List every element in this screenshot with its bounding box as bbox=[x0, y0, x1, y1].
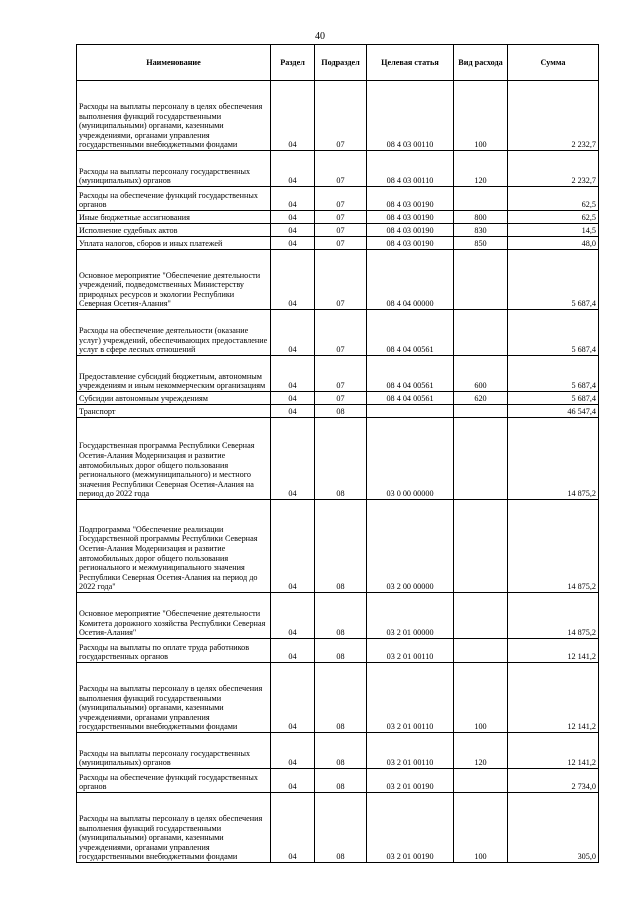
row-target: 08 4 04 00561 bbox=[367, 392, 454, 405]
row-target: 08 4 03 00190 bbox=[367, 187, 454, 211]
table-row bbox=[77, 151, 599, 187]
header-sum: Сумма bbox=[508, 45, 599, 81]
row-type: 100 bbox=[454, 793, 508, 863]
row-sum: 5 687,4 bbox=[508, 310, 599, 356]
row-target: 08 4 03 00190 bbox=[367, 224, 454, 237]
row-section: 04 bbox=[271, 500, 315, 593]
row-section: 04 bbox=[271, 418, 315, 500]
row-sum: 2 232,7 bbox=[508, 151, 599, 187]
row-target: 08 4 04 00561 bbox=[367, 356, 454, 392]
row-subsection: 08 bbox=[315, 405, 367, 418]
row-type bbox=[454, 593, 508, 639]
table-row bbox=[77, 356, 599, 392]
row-type: 120 bbox=[454, 151, 508, 187]
row-subsection: 07 bbox=[315, 81, 367, 151]
row-subsection: 08 bbox=[315, 593, 367, 639]
row-subsection: 07 bbox=[315, 237, 367, 250]
row-section: 04 bbox=[271, 356, 315, 392]
row-section: 04 bbox=[271, 224, 315, 237]
row-target: 03 2 01 00190 bbox=[367, 769, 454, 793]
table-row bbox=[77, 81, 599, 151]
row-subsection: 08 bbox=[315, 500, 367, 593]
row-name: Основное мероприятие "Обеспечение деятельности Комитета дорожного хозяйства Республики Северная Осетия-Алания" bbox=[77, 593, 271, 639]
header-type: Вид расхода bbox=[454, 45, 508, 81]
row-type: 600 bbox=[454, 356, 508, 392]
row-target: 03 2 01 00190 bbox=[367, 793, 454, 863]
row-subsection: 08 bbox=[315, 639, 367, 663]
row-name: Основное мероприятие "Обеспечение деятельности учреждений, подведомственных Министерству природных ресурсов и экологии Республики Северная Осетия-Алания" bbox=[77, 250, 271, 310]
row-section: 04 bbox=[271, 211, 315, 224]
table-row bbox=[77, 237, 599, 250]
row-section: 04 bbox=[271, 151, 315, 187]
header-target: Целевая статья bbox=[367, 45, 454, 81]
table-row bbox=[77, 663, 599, 733]
row-name: Государственная программа Республики Северная Осетия-Алания Модернизация и развитие автомобильных дорог общего пользования регионального (межмуниципального) и местного значения Республики Северная Осетия-Алания на период до 2022 года bbox=[77, 418, 271, 500]
row-type bbox=[454, 310, 508, 356]
row-sum: 2 232,7 bbox=[508, 81, 599, 151]
table-row bbox=[77, 392, 599, 405]
row-subsection: 08 bbox=[315, 663, 367, 733]
header-section: Раздел bbox=[271, 45, 315, 81]
row-type: 620 bbox=[454, 392, 508, 405]
table-row bbox=[77, 250, 599, 310]
row-target: 08 4 04 00561 bbox=[367, 310, 454, 356]
row-sum: 2 734,0 bbox=[508, 769, 599, 793]
row-name: Расходы на обеспечение функций государственных органов bbox=[77, 187, 271, 211]
row-sum: 46 547,4 bbox=[508, 405, 599, 418]
row-sum: 12 141,2 bbox=[508, 663, 599, 733]
row-type: 100 bbox=[454, 81, 508, 151]
row-subsection: 07 bbox=[315, 392, 367, 405]
row-target: 08 4 03 00110 bbox=[367, 151, 454, 187]
row-name: Расходы на обеспечение деятельности (оказание услуг) учреждений, обеспечивающих предоставление услуг в сфере лесных отношений bbox=[77, 310, 271, 356]
row-subsection: 08 bbox=[315, 418, 367, 500]
row-target: 03 0 00 00000 bbox=[367, 418, 454, 500]
row-type: 800 bbox=[454, 211, 508, 224]
table-row bbox=[77, 224, 599, 237]
row-sum: 5 687,4 bbox=[508, 356, 599, 392]
row-type bbox=[454, 769, 508, 793]
header-subsection: Подраздел bbox=[315, 45, 367, 81]
table-row bbox=[77, 593, 599, 639]
row-name: Транспорт bbox=[77, 405, 271, 418]
row-name: Подпрограмма "Обеспечение реализации Государственной программы Республики Северная Осетия-Алания Модернизация и развитие автомобильных дорог общего пользования регионального и межмуниципального значения Республики Северная Осетия-Алания на период до 2022 года" bbox=[77, 500, 271, 593]
row-type bbox=[454, 250, 508, 310]
page-number: 40 bbox=[315, 31, 325, 42]
row-type: 830 bbox=[454, 224, 508, 237]
row-subsection: 07 bbox=[315, 356, 367, 392]
row-section: 04 bbox=[271, 187, 315, 211]
row-name: Расходы на выплаты персоналу государственных (муниципальных) органов bbox=[77, 733, 271, 769]
row-sum: 14,5 bbox=[508, 224, 599, 237]
row-name: Субсидии автономным учреждениям bbox=[77, 392, 271, 405]
row-type: 850 bbox=[454, 237, 508, 250]
row-name: Иные бюджетные ассигнования bbox=[77, 211, 271, 224]
row-target: 03 2 01 00110 bbox=[367, 733, 454, 769]
row-sum: 62,5 bbox=[508, 187, 599, 211]
row-section: 04 bbox=[271, 405, 315, 418]
row-sum: 14 875,2 bbox=[508, 418, 599, 500]
row-name: Расходы на выплаты персоналу в целях обеспечения выполнения функций государственными (муниципальными) органами, казенными учреждениями, органами управления государственными внебюджетными фондами bbox=[77, 663, 271, 733]
row-target: 03 2 01 00110 bbox=[367, 639, 454, 663]
row-sum: 14 875,2 bbox=[508, 500, 599, 593]
row-name: Предоставление субсидий бюджетным, автономным учреждениям и иным некоммерческим организациям bbox=[77, 356, 271, 392]
row-section: 04 bbox=[271, 639, 315, 663]
row-section: 04 bbox=[271, 593, 315, 639]
table-row bbox=[77, 500, 599, 593]
row-section: 04 bbox=[271, 392, 315, 405]
table-row bbox=[77, 187, 599, 211]
row-type bbox=[454, 418, 508, 500]
row-sum: 14 875,2 bbox=[508, 593, 599, 639]
row-sum: 12 141,2 bbox=[508, 733, 599, 769]
row-target: 03 2 01 00000 bbox=[367, 593, 454, 639]
budget-table bbox=[76, 44, 599, 863]
row-type: 100 bbox=[454, 663, 508, 733]
row-name: Расходы на выплаты по оплате труда работников государственных органов bbox=[77, 639, 271, 663]
row-subsection: 08 bbox=[315, 769, 367, 793]
row-sum: 48,0 bbox=[508, 237, 599, 250]
row-section: 04 bbox=[271, 769, 315, 793]
row-subsection: 07 bbox=[315, 211, 367, 224]
row-sum: 5 687,4 bbox=[508, 250, 599, 310]
row-sum: 305,0 bbox=[508, 793, 599, 863]
table-row bbox=[77, 793, 599, 863]
row-subsection: 07 bbox=[315, 250, 367, 310]
row-name: Исполнение судебных актов bbox=[77, 224, 271, 237]
table-row bbox=[77, 639, 599, 663]
row-subsection: 07 bbox=[315, 224, 367, 237]
table-header-row bbox=[77, 45, 599, 81]
row-type: 120 bbox=[454, 733, 508, 769]
row-name: Расходы на выплаты персоналу государственных (муниципальных) органов bbox=[77, 151, 271, 187]
row-type bbox=[454, 500, 508, 593]
row-target: 08 4 03 00190 bbox=[367, 237, 454, 250]
row-subsection: 07 bbox=[315, 310, 367, 356]
row-target bbox=[367, 405, 454, 418]
row-section: 04 bbox=[271, 81, 315, 151]
row-type bbox=[454, 639, 508, 663]
row-target: 08 4 04 00000 bbox=[367, 250, 454, 310]
table-row bbox=[77, 310, 599, 356]
row-target: 08 4 03 00190 bbox=[367, 211, 454, 224]
row-sum: 62,5 bbox=[508, 211, 599, 224]
row-sum: 12 141,2 bbox=[508, 639, 599, 663]
table-row bbox=[77, 405, 599, 418]
row-section: 04 bbox=[271, 733, 315, 769]
row-section: 04 bbox=[271, 793, 315, 863]
row-name: Расходы на выплаты персоналу в целях обеспечения выполнения функций государственными (муниципальными) органами, казенными учреждениями, органами управления государственными внебюджетными фондами bbox=[77, 793, 271, 863]
row-section: 04 bbox=[271, 250, 315, 310]
table-row bbox=[77, 418, 599, 500]
row-target: 03 2 01 00110 bbox=[367, 663, 454, 733]
row-name: Расходы на выплаты персоналу в целях обеспечения выполнения функций государственными (муниципальными) органами, казенными учреждениями, органами управления государственными внебюджетными фондами bbox=[77, 81, 271, 151]
table-row bbox=[77, 769, 599, 793]
row-target: 03 2 00 00000 bbox=[367, 500, 454, 593]
row-name: Расходы на обеспечение функций государственных органов bbox=[77, 769, 271, 793]
row-section: 04 bbox=[271, 237, 315, 250]
row-section: 04 bbox=[271, 663, 315, 733]
row-subsection: 07 bbox=[315, 151, 367, 187]
row-type bbox=[454, 187, 508, 211]
row-sum: 5 687,4 bbox=[508, 392, 599, 405]
row-subsection: 08 bbox=[315, 733, 367, 769]
row-subsection: 08 bbox=[315, 793, 367, 863]
header-name: Наименование bbox=[77, 45, 271, 81]
row-type bbox=[454, 405, 508, 418]
row-target: 08 4 03 00110 bbox=[367, 81, 454, 151]
table-row bbox=[77, 211, 599, 224]
table-row bbox=[77, 733, 599, 769]
row-section: 04 bbox=[271, 310, 315, 356]
row-subsection: 07 bbox=[315, 187, 367, 211]
row-name: Уплата налогов, сборов и иных платежей bbox=[77, 237, 271, 250]
